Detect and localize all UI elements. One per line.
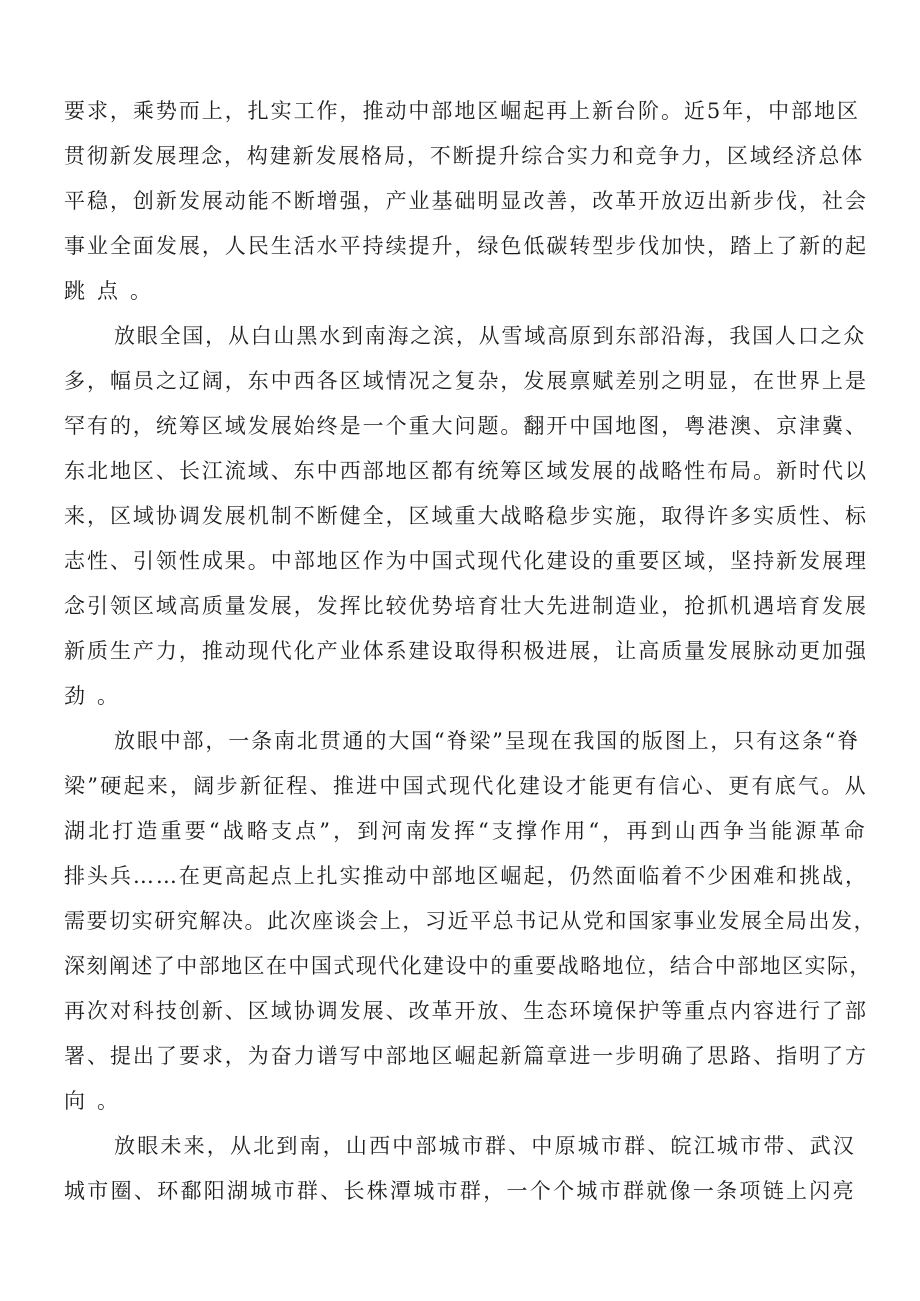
text-line: 向。 — [64, 1089, 130, 1113]
text-line: 湖北打造重要“战略支点”，到河南发挥“支撑作用“，再到山西争当能源革命 — [64, 819, 868, 843]
text-line: 放眼中部，一条南北贯通的大国“脊梁”呈现在我国的版图上，只有这条“脊 — [114, 729, 861, 753]
text-line: 深刻阐述了中部地区在中国式现代化建设中的重要战略地位，结合中部地区实际， — [64, 954, 872, 978]
text-line: 要求，乘势而上，扎实工作，推动中部地区崛起再上新台阶。近5年，中部地区 — [64, 99, 860, 123]
text-line: 念引领区域高质量发展，发挥比较优势培育壮大先进制造业，抢抓机遇培育发展 — [64, 594, 868, 618]
text-line: 署、提出了要求，为奋力谱写中部地区崛起新篇章进一步明确了思路、指明了方 — [64, 1044, 868, 1068]
text-line: 新质生产力，推动现代化产业体系建设取得积极进展，让高质量发展脉动更加强 — [64, 639, 868, 663]
text-line: 再次对科技创新、区域协调发展、改革开放、生态环境保护等重点内容进行了部 — [64, 999, 868, 1023]
text-line: 志性、引领性成果。中部地区作为中国式现代化建设的重要区域，坚持新发展理 — [64, 549, 868, 573]
text-line: 事业全面发展，人民生活水平持续提升，绿色低碳转型步伐加快，踏上了新的起 — [64, 234, 868, 258]
text-line: 放眼未来，从北到南，山西中部城市群、中原城市群、皖江城市带、武汉 — [114, 1134, 857, 1158]
text-line: 贯彻新发展理念，构建新发展格局，不断提升综合实力和竞争力，区域经济总体 — [64, 144, 865, 168]
text-line: 劲。 — [64, 684, 130, 708]
text-line: 城市圈、环鄱阳湖城市群、长株潭城市群，一个个城市群就像一条项链上闪亮 — [64, 1179, 856, 1203]
text-line: 放眼全国，从白山黑水到南海之滨，从雪域高原到东部沿海，我国人口之众 — [114, 324, 867, 348]
text-line: 梁”硬起来，阔步新征程、推进中国式现代化建设才能更有信心、更有底气。从 — [64, 774, 868, 798]
text-line: 跳点。 — [64, 279, 163, 303]
text-line: 东北地区、长江流域、东中西部地区都有统筹区域发展的战略性布局。新时代以 — [64, 459, 868, 483]
text-line: 多，幅员之辽阔，东中西各区域情况之复杂，发展禀赋差别之明显，在世界上是 — [64, 369, 868, 393]
text-line: 来，区域协调发展机制不断健全，区域重大战略稳步实施，取得许多实质性、标 — [64, 504, 868, 528]
text-line: 排头兵……在更高起点上扎实推动中部地区崛起，仍然面临着不少困难和挑战， — [64, 864, 868, 888]
text-line: 需要切实研究解决。此次座谈会上，习近平总书记从党和国家事业发展全局出发， — [64, 909, 877, 933]
text-line: 罕有的，统筹区域发展始终是一个重大问题。翻开中国地图，粤港澳、京津冀、 — [64, 414, 868, 438]
text-line: 平稳，创新发展动能不断增强，产业基础明显改善，改革开放迈出新步伐，社会 — [64, 189, 868, 213]
